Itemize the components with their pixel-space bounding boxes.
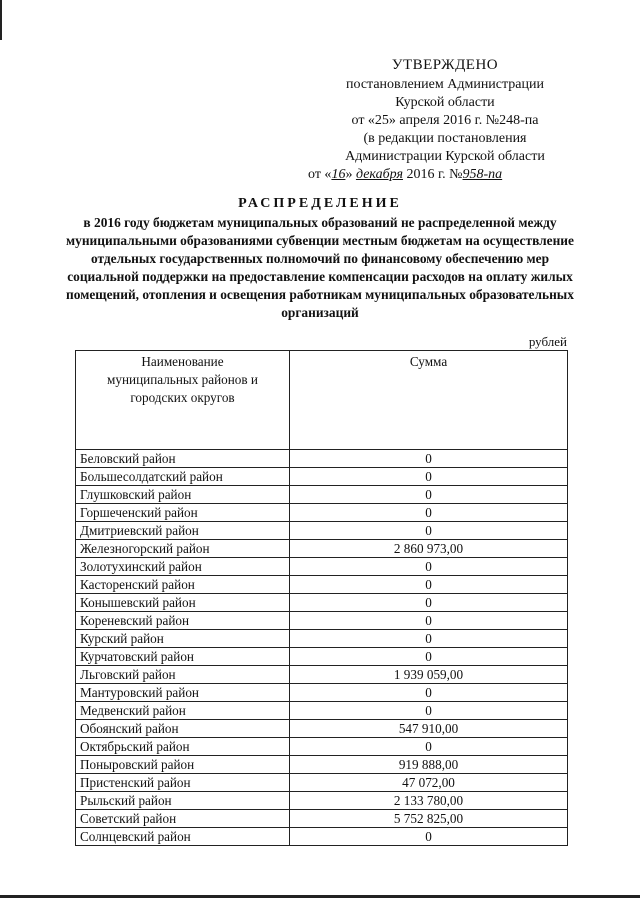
district-sum: 0 bbox=[290, 594, 568, 612]
district-name: Медвенский район bbox=[76, 702, 290, 720]
table-header-row bbox=[76, 351, 568, 450]
scan-edge-bottom bbox=[0, 895, 640, 898]
district-sum: 0 bbox=[290, 648, 568, 666]
district-name: Рыльский район bbox=[76, 792, 290, 810]
table-row bbox=[76, 756, 568, 774]
table-row bbox=[76, 648, 568, 666]
approval-line-5: Администрации Курской области bbox=[345, 149, 545, 164]
date-prefix: от « bbox=[308, 167, 332, 182]
approval-line-4: (в редакции постановления bbox=[363, 131, 527, 146]
district-name: Конышевский район bbox=[76, 594, 290, 612]
table-row bbox=[76, 774, 568, 792]
document-title: РАСПРЕДЕЛЕНИЕ bbox=[238, 196, 402, 211]
district-sum: 0 bbox=[290, 684, 568, 702]
district-sum: 5 752 825,00 bbox=[290, 810, 568, 828]
district-sum: 0 bbox=[290, 558, 568, 576]
table-row bbox=[76, 828, 568, 846]
date-year: 2016 г. № bbox=[406, 167, 463, 182]
table-row bbox=[76, 666, 568, 684]
table-row bbox=[76, 738, 568, 756]
district-sum: 0 bbox=[290, 522, 568, 540]
table-row bbox=[76, 468, 568, 486]
district-name: Солнцевский район bbox=[76, 828, 290, 846]
date-number: 958-па bbox=[462, 167, 503, 182]
approval-line-3: от «25» апреля 2016 г. №248-па bbox=[351, 113, 539, 128]
document-subtitle: в 2016 году бюджетам муниципальных образований не распределенной между муниципальными образованиями субвенции местным бюджетам на осуществление отдельных государственных полномочий по финансовому обеспечению мер социальной поддержки на предоставление компенсации расходов на оплату жилых помещений, отопления и освещения работникам муниципальных образовательных организаций bbox=[66, 215, 574, 320]
district-name: Курчатовский район bbox=[76, 648, 290, 666]
table-row bbox=[76, 504, 568, 522]
district-name: Глушковский район bbox=[76, 486, 290, 504]
district-sum: 547 910,00 bbox=[290, 720, 568, 738]
approval-line-1: постановлением Администрации bbox=[346, 77, 544, 92]
district-name: Советский район bbox=[76, 810, 290, 828]
district-name: Дмитриевский район bbox=[76, 522, 290, 540]
approval-line-2: Курской области bbox=[395, 95, 495, 110]
approval-date-line bbox=[300, 166, 590, 184]
district-sum: 0 bbox=[290, 450, 568, 468]
header-name: Наименование муниципальных районов и городских округов bbox=[76, 351, 290, 450]
approval-heading: УТВЕРЖДЕНО bbox=[391, 57, 499, 73]
district-sum: 0 bbox=[290, 738, 568, 756]
district-name: Горшеченский район bbox=[76, 504, 290, 522]
table-row bbox=[76, 630, 568, 648]
district-name: Кореневский район bbox=[76, 612, 290, 630]
table-row bbox=[76, 576, 568, 594]
table-row bbox=[76, 702, 568, 720]
district-sum: 0 bbox=[290, 576, 568, 594]
district-sum: 0 bbox=[290, 828, 568, 846]
district-sum: 47 072,00 bbox=[290, 774, 568, 792]
table-row bbox=[76, 684, 568, 702]
units-label: рублей bbox=[528, 334, 567, 349]
district-sum: 0 bbox=[290, 468, 568, 486]
district-name: Льговский район bbox=[76, 666, 290, 684]
district-name: Большесолдатский район bbox=[76, 468, 290, 486]
district-sum: 0 bbox=[290, 612, 568, 630]
district-name: Золотухинский район bbox=[76, 558, 290, 576]
district-name: Железногорский район bbox=[76, 540, 290, 558]
table-body bbox=[76, 450, 568, 846]
district-sum: 919 888,00 bbox=[290, 756, 568, 774]
header-sum: Сумма bbox=[290, 351, 568, 450]
district-name: Октябрьский район bbox=[76, 738, 290, 756]
table-row bbox=[76, 612, 568, 630]
table-row bbox=[76, 486, 568, 504]
district-name: Курский район bbox=[76, 630, 290, 648]
date-day: 16 bbox=[331, 167, 346, 182]
district-sum: 0 bbox=[290, 504, 568, 522]
table-row bbox=[76, 450, 568, 468]
distribution-table bbox=[75, 350, 568, 846]
district-name: Касторенский район bbox=[76, 576, 290, 594]
district-name: Мантуровский район bbox=[76, 684, 290, 702]
table-row bbox=[76, 522, 568, 540]
table-row bbox=[76, 810, 568, 828]
table-row bbox=[76, 720, 568, 738]
district-sum: 0 bbox=[290, 702, 568, 720]
date-mid: » bbox=[345, 167, 356, 182]
table-row bbox=[76, 540, 568, 558]
district-sum: 2 133 780,00 bbox=[290, 792, 568, 810]
district-sum: 2 860 973,00 bbox=[290, 540, 568, 558]
district-sum: 0 bbox=[290, 486, 568, 504]
date-month: декабря bbox=[355, 167, 403, 182]
scan-edge-left bbox=[0, 0, 2, 40]
district-name: Поныровский район bbox=[76, 756, 290, 774]
district-sum: 0 bbox=[290, 630, 568, 648]
district-name: Беловский район bbox=[76, 450, 290, 468]
district-name: Обоянский район bbox=[76, 720, 290, 738]
district-sum: 1 939 059,00 bbox=[290, 666, 568, 684]
table-row bbox=[76, 792, 568, 810]
table-row bbox=[76, 594, 568, 612]
approval-block bbox=[300, 56, 590, 184]
table-row bbox=[76, 558, 568, 576]
district-name: Пристенский район bbox=[76, 774, 290, 792]
